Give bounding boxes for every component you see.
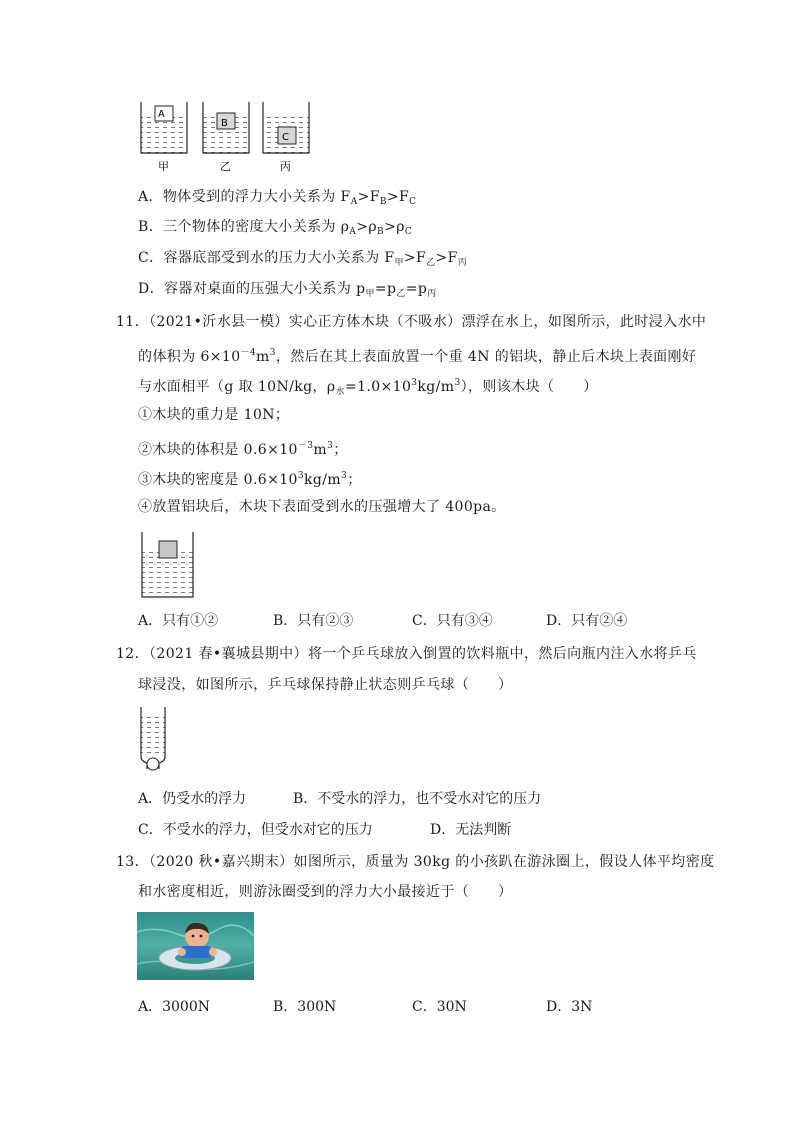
ping-pong-ball <box>147 758 159 770</box>
container-bing <box>263 102 309 153</box>
q11-stem-line1: 11．（2021•沂水县一模）实心正方体木块（不吸水）漂浮在水上，如图所示，此时浸入水中 <box>116 314 707 330</box>
block-a-label: A <box>158 109 165 120</box>
q12-stem-line1: 12．（2021 春•襄城县期中）将一个乒乓球放入倒置的饮料瓶中，然后向瓶内注入水将乒乓 <box>116 646 697 662</box>
container-label-yi: 乙 <box>220 160 231 173</box>
child-on-swim-ring-photo <box>137 912 254 980</box>
container-label-jia: 甲 <box>158 160 169 173</box>
q11-option-c: C．只有③④ <box>412 613 493 629</box>
q12-option-c: C．不受水的浮力，但受水对它的压力 <box>138 822 373 838</box>
q11-statement-1: ①木块的重力是 10N； <box>138 407 290 423</box>
q10-option-a: A．物体受到的浮力大小关系为 $F_A>F_B>F_C$ <box>138 189 417 207</box>
q12-option-d: D．无法判断 <box>430 822 512 838</box>
wood-block-container-figure <box>140 530 196 600</box>
q11-stem-line2: 的体积为 $6\times 10^{-4}m^3$，然后在其上表面放置一个重 4N 的铝块，静止后木块上表面刚好 <box>138 348 697 365</box>
q10-option-b: B．三个物体的密度大小关系为 $\rho_A>\rho_B>\rho_C$ <box>138 219 413 237</box>
q12-option-a: A．仍受水的浮力 <box>138 791 247 807</box>
q11-statement-3: ③木块的密度是 $0.6\times 10^3kg/m^3$； <box>138 471 362 488</box>
q11-option-b: B．只有②③ <box>273 613 354 629</box>
q13-stem-line1: 13．（2020 秋•嘉兴期末）如图所示，质量为 30kg 的小孩趴在游泳圈上，假设人体平均密度 <box>116 854 715 870</box>
q12-option-b: B．不受水的浮力，也不受水对它的压力 <box>293 791 542 807</box>
block-c-label: C <box>282 132 289 143</box>
wood-block <box>159 541 177 558</box>
three-containers-figure <box>138 100 328 176</box>
inverted-bottle-figure <box>138 705 170 777</box>
q10-option-d: D．容器对桌面的压强大小关系为 $p_甲=p_乙=p_丙$ <box>138 281 437 299</box>
q13-option-a: A．3000N <box>138 999 210 1015</box>
q11-statement-4: ④放置铝块后，木块下表面受到水的压强增大了 400pa。 <box>138 499 506 515</box>
q13-option-d: D．3N <box>546 999 593 1015</box>
q13-option-c: C．30N <box>412 999 467 1015</box>
q11-stem-line3: 与水面相平（g 取 10N/kg，$\rho_水=1.0\times 10^3kg/m^3$），则该木块（ ） <box>138 378 598 397</box>
container-label-bing: 丙 <box>280 160 291 173</box>
q13-option-b: B．300N <box>273 999 337 1015</box>
block-b-label: B <box>221 118 228 129</box>
q11-option-a: A．只有①② <box>138 613 219 629</box>
q10-option-c: C．容器底部受到水的压力大小关系为 $F_甲>F_乙>F_丙$ <box>138 250 468 268</box>
q11-statement-2: ②木块的体积是 $0.6\times 10^{-3}m^3$； <box>138 441 348 458</box>
q13-stem-line2: 和水密度相近，则游泳圈受到的浮力大小最接近于（ ） <box>138 884 513 900</box>
q12-stem-line2: 球浸没，如图所示，乒乓球保持静止状态则乒乓球（ ） <box>138 677 513 693</box>
q11-option-d: D．只有②④ <box>546 613 628 629</box>
